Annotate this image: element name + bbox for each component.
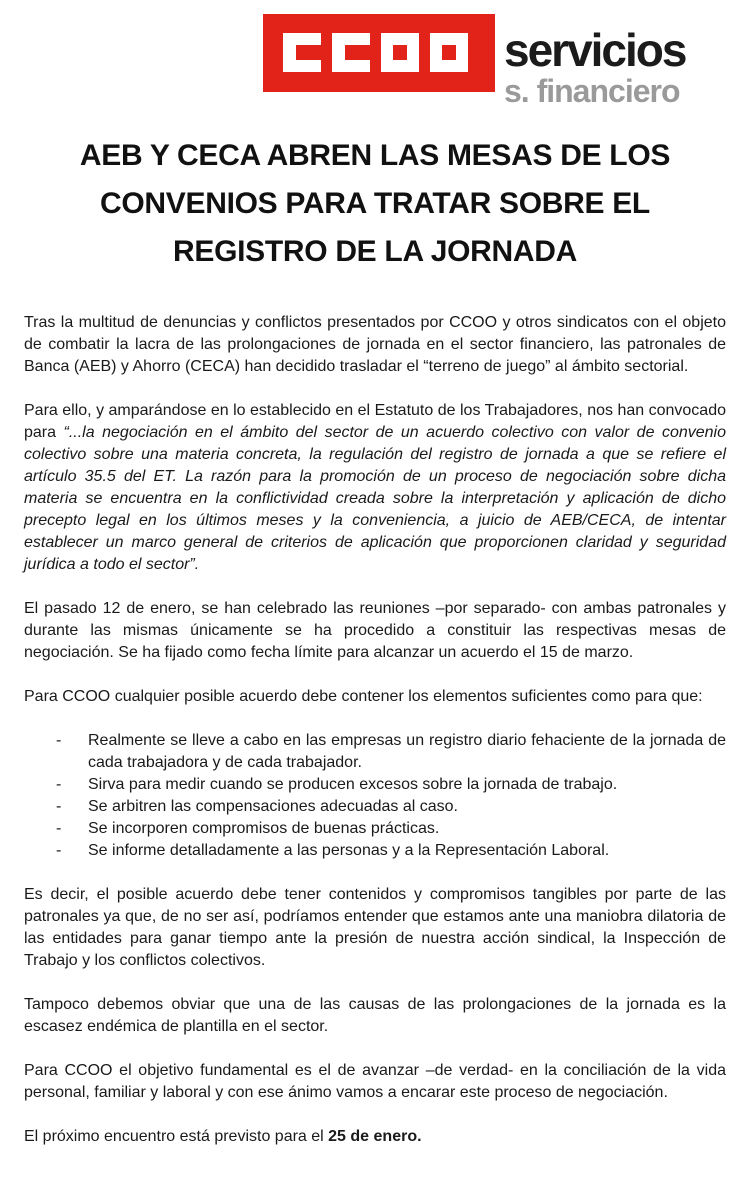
wordmark-s-financiero: s. financiero xyxy=(504,73,680,109)
text-run: El próximo encuentro está previsto para el xyxy=(24,1128,329,1145)
text-run: “...la negociación en el ámbito del sector de un acuerdo colectivo con valor de convenio colectivo sobre una materia concreta, la regulación del registro de jornada a que se refiere el artículo 35.5 del ET. La razón para la promoción de un proceso de negociación sobre dicha materia se encuentra en la conflictividad creada sobre la interpretación y aplicación de dicho precepto legal en los últimos meses y la conveniencia, a juicio de AEB/CECA, de intentar establecer un marco general de criterios de aplicación que proporcionen claridad y seguridad jurídica a todo el sector”. xyxy=(24,424,726,573)
text-run: Para CCOO cualquier posible acuerdo debe contener los elementos suficientes como para que: xyxy=(24,688,703,705)
list-item xyxy=(24,840,726,862)
list-item-text: Se informe detalladamente a las personas y a la Representación Laboral. xyxy=(88,842,610,859)
list-item-text: Sirva para medir cuando se producen excesos sobre la jornada de trabajo. xyxy=(88,776,618,793)
paragraph xyxy=(24,884,726,972)
list-item xyxy=(24,730,726,774)
document-body xyxy=(0,312,750,1148)
logo-wordmark xyxy=(504,24,686,109)
paragraph xyxy=(24,1060,726,1104)
text-run: Tras la multitud de denuncias y conflictos presentados por CCOO y otros sindicatos con el objeto de combatir la lacra de las prolongaciones de jornada en el sector financiero, las patronales de Banca (AEB) y Ahorro (CECA) han decidido trasladar el “terreno de juego” al ámbito sectorial. xyxy=(24,314,726,375)
list-item xyxy=(24,818,726,840)
list-item-marker: - xyxy=(56,820,62,837)
wordmark-servicios: servicios xyxy=(504,24,686,76)
paragraph xyxy=(24,312,726,378)
logo-letter-o xyxy=(381,33,419,72)
logo-letter-c xyxy=(332,33,370,72)
logo-letter-c xyxy=(283,33,321,72)
paragraph xyxy=(24,598,726,664)
paragraph xyxy=(24,400,726,576)
text-run: Para CCOO el objetivo fundamental es el de avanzar –de verdad- en la conciliación de la vida personal, familiar y laboral y con ese ánimo vamos a encarar este proceso de negociación. xyxy=(24,1062,726,1101)
text-run: Para ello, y amparándose en lo establecido en el Estatuto de los Trabajadores, nos han convocado para xyxy=(24,402,726,441)
title-line-2: CONVENIOS PARA TRATAR SOBRE EL xyxy=(100,187,650,220)
ccoo-servicios-logo xyxy=(263,14,685,107)
list-item-marker: - xyxy=(56,776,62,793)
paragraph xyxy=(24,994,726,1038)
page-header xyxy=(0,0,750,109)
paragraph xyxy=(24,686,726,708)
text-run: Es decir, el posible acuerdo debe tener contenidos y compromisos tangibles por parte de las patronales ya que, de no ser así, podríamos entender que estamos ante una maniobra dilatoria de las entidades para ganar tiempo ante la presión de nuestra acción sindical, la Inspección de Trabajo y los conflictos colectivos. xyxy=(24,886,726,969)
logo-letter-notch xyxy=(345,45,370,60)
logo-letter-notch xyxy=(393,45,407,60)
paragraph xyxy=(24,1126,726,1148)
title-line-1: AEB Y CECA ABREN LAS MESAS DE LOS xyxy=(79,139,671,172)
text-run: 25 de enero. xyxy=(328,1128,422,1145)
logo-letter-notch xyxy=(296,45,321,60)
logo-letter-o xyxy=(430,33,468,72)
list-item xyxy=(24,774,726,796)
list-item-marker: - xyxy=(56,732,62,749)
list-item xyxy=(24,796,726,818)
bullet-list xyxy=(24,730,726,862)
title-line-3: REGISTRO DE LA JORNADA xyxy=(173,235,577,268)
ccoo-logo-letters xyxy=(283,33,468,72)
list-item-marker: - xyxy=(56,842,62,859)
list-item-text: Se arbitren las compensaciones adecuadas al caso. xyxy=(88,798,458,815)
text-run: El pasado 12 de enero, se han celebrado las reuniones –por separado- con ambas patronales y durante las mismas únicamente se ha procedido a constituir las respectivas mesas de negociación. Se ha fijado como fecha límite para alcanzar un acuerdo el 15 de marzo. xyxy=(24,600,726,661)
text-run: Tampoco debemos obviar que una de las causas de las prolongaciones de la jornada es la escasez endémica de plantilla en el sector. xyxy=(24,996,726,1035)
document-title xyxy=(24,132,726,276)
list-item-text: Se incorporen compromisos de buenas prácticas. xyxy=(88,820,440,837)
list-item-marker: - xyxy=(56,798,62,815)
list-item-text: Realmente se lleve a cabo en las empresas un registro diario fehaciente de la jornada de cada trabajadora y de cada trabajador. xyxy=(88,732,726,771)
logo-letter-notch xyxy=(442,45,456,60)
ccoo-logo xyxy=(263,14,495,92)
